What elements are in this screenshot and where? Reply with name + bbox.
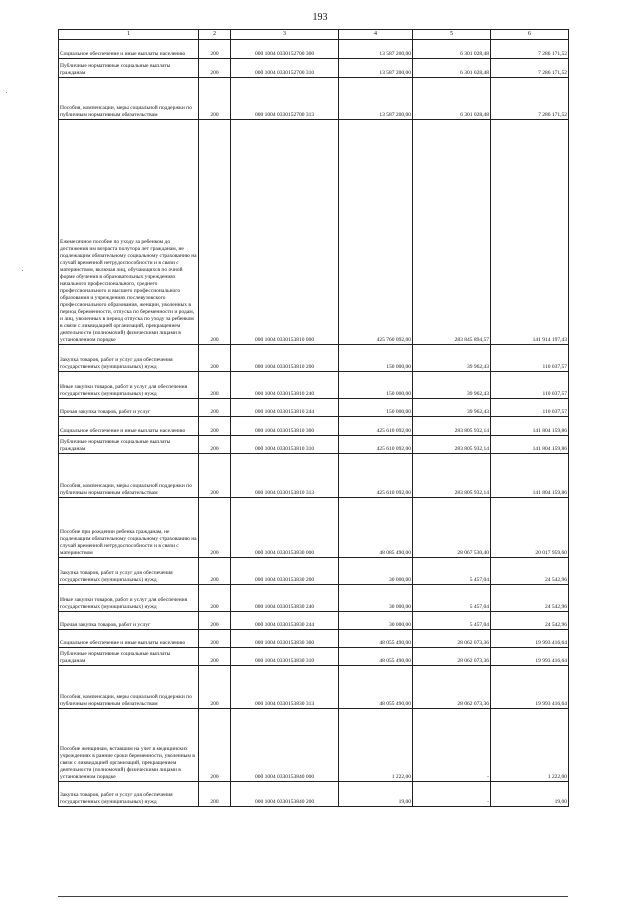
table-row <box>59 585 569 612</box>
header-cell: 2 <box>199 30 231 40</box>
table-row <box>59 372 569 399</box>
row-classification-code-cell: 000 1004 0330152700 300 <box>231 40 339 59</box>
row-approved-amount-cell: 30 000,00 <box>339 612 413 630</box>
row-code-cell: 200 <box>199 399 231 417</box>
row-classification-code-cell: 000 1004 0330153830 244 <box>231 612 339 630</box>
row-remaining-amount-cell: 19 993 416,64 <box>491 630 569 648</box>
row-code-cell: 200 <box>199 436 231 454</box>
row-approved-amount-cell: 150 000,00 <box>339 399 413 417</box>
row-remaining-amount-cell: 19 993 416,64 <box>491 666 569 709</box>
table-row <box>59 782 569 807</box>
row-executed-amount-cell: 28 062 073,36 <box>413 630 491 648</box>
row-code-cell: 200 <box>199 454 231 498</box>
row-approved-amount-cell: 150 000,00 <box>339 372 413 399</box>
row-name-cell: Пособия, компенсации, меры социальной поддержки по публичным нормативным обязательствам <box>59 666 199 709</box>
row-classification-code-cell: 000 1004 0330152700 313 <box>231 78 339 120</box>
row-name-cell: Иные закупки товаров, работ и услуг для обеспечения государственных (муниципальных) нужд <box>59 585 199 612</box>
row-approved-amount-cell: 30 000,00 <box>339 558 413 585</box>
table-row <box>59 345 569 372</box>
row-name-cell: Публичные нормативные социальные выплаты гражданам <box>59 436 199 454</box>
scan-artifact-mark <box>22 270 23 271</box>
table-row <box>59 436 569 454</box>
row-code-cell: 200 <box>199 782 231 807</box>
row-code-cell: 200 <box>199 417 231 436</box>
table-row <box>59 78 569 120</box>
row-remaining-amount-cell: 7 286 171,52 <box>491 78 569 120</box>
row-name-cell: Пособия, компенсации, меры социальной поддержки по публичным нормативным обязательствам <box>59 78 199 120</box>
row-code-cell: 200 <box>199 558 231 585</box>
row-name-cell: Пособия, компенсации, меры социальной поддержки по публичным нормативным обязательствам <box>59 454 199 498</box>
row-name-cell: Социальное обеспечение и иные выплаты населению <box>59 417 199 436</box>
row-executed-amount-cell: 5 457,04 <box>413 585 491 612</box>
header-cell: 6 <box>491 30 569 40</box>
row-classification-code-cell: 000 1004 0330152700 310 <box>231 59 339 78</box>
row-executed-amount-cell: 6 301 028,48 <box>413 40 491 59</box>
row-approved-amount-cell: 48 055 490,00 <box>339 648 413 666</box>
row-executed-amount-cell: - <box>413 709 491 782</box>
row-remaining-amount-cell: 1 222,00 <box>491 709 569 782</box>
row-code-cell: 200 <box>199 372 231 399</box>
header-cell: 5 <box>413 30 491 40</box>
row-name-cell: Прочая закупка товаров, работ и услуг <box>59 612 199 630</box>
table-row <box>59 630 569 648</box>
row-executed-amount-cell: 283 805 932,14 <box>413 454 491 498</box>
row-executed-amount-cell: 39 962,43 <box>413 372 491 399</box>
row-executed-amount-cell: 283 805 932,14 <box>413 417 491 436</box>
row-name-cell: Публичные нормативные социальные выплаты гражданам <box>59 648 199 666</box>
table-row <box>59 59 569 78</box>
row-remaining-amount-cell: 19,00 <box>491 782 569 807</box>
row-classification-code-cell: 000 1004 0330153830 313 <box>231 666 339 709</box>
row-executed-amount-cell: 283 805 932,14 <box>413 436 491 454</box>
row-approved-amount-cell: 30 000,00 <box>339 585 413 612</box>
row-name-cell: Закупка товаров, работ и услуг для обеспечения государственных (муниципальных) нужд <box>59 345 199 372</box>
scan-artifact-mark <box>6 92 7 93</box>
row-remaining-amount-cell: 20 017 959,60 <box>491 498 569 558</box>
row-classification-code-cell: 000 1004 0330153830 240 <box>231 585 339 612</box>
table-row <box>59 709 569 782</box>
row-name-cell: Прочая закупка товаров, работ и услуг <box>59 399 199 417</box>
row-executed-amount-cell: 39 962,43 <box>413 345 491 372</box>
row-classification-code-cell: 000 1004 0330153810 000 <box>231 120 339 345</box>
row-executed-amount-cell: 28 062 073,36 <box>413 648 491 666</box>
row-remaining-amount-cell: 110 037,57 <box>491 345 569 372</box>
table-row <box>59 454 569 498</box>
page-bottom-rule <box>58 896 568 897</box>
table-row <box>59 666 569 709</box>
row-code-cell: 200 <box>199 78 231 120</box>
row-classification-code-cell: 000 1004 0330153810 310 <box>231 436 339 454</box>
header-cell: 1 <box>59 30 199 40</box>
row-name-cell: Пособие при рождении ребенка гражданам, не подлежащим обязательному социальному страхованию на случай временной нетрудоспособности и в связи с материнством <box>59 498 199 558</box>
row-approved-amount-cell: 13 587 200,00 <box>339 40 413 59</box>
row-remaining-amount-cell: 141 804 159,86 <box>491 454 569 498</box>
row-executed-amount-cell: - <box>413 782 491 807</box>
header-cell: 4 <box>339 30 413 40</box>
table-row <box>59 417 569 436</box>
row-remaining-amount-cell: 24 542,96 <box>491 558 569 585</box>
table-row <box>59 612 569 630</box>
row-executed-amount-cell: 39 962,43 <box>413 399 491 417</box>
row-executed-amount-cell: 28 067 530,40 <box>413 498 491 558</box>
row-approved-amount-cell: 425 760 092,00 <box>339 120 413 345</box>
row-classification-code-cell: 000 1004 0330153810 244 <box>231 399 339 417</box>
row-approved-amount-cell: 13 587 200,00 <box>339 78 413 120</box>
row-classification-code-cell: 000 1004 0330153830 000 <box>231 498 339 558</box>
row-remaining-amount-cell: 141 914 197,43 <box>491 120 569 345</box>
row-name-cell: Пособие женщинам, вставшим на учет в медицинских учреждениях в ранние сроки беременности, уволенным в связи с ликвидацией организаций, прекращением деятельности (полномочий) физическими лицами в установленном порядке <box>59 709 199 782</box>
row-name-cell: Иные закупки товаров, работ и услуг для обеспечения государственных (муниципальных) нужд <box>59 372 199 399</box>
row-classification-code-cell: 000 1004 0330153810 200 <box>231 345 339 372</box>
header-cell: 3 <box>231 30 339 40</box>
row-remaining-amount-cell: 141 804 159,86 <box>491 417 569 436</box>
row-executed-amount-cell: 6 301 028,48 <box>413 78 491 120</box>
row-name-cell: Социальное обеспечение и иные выплаты населению <box>59 630 199 648</box>
row-code-cell: 200 <box>199 709 231 782</box>
row-approved-amount-cell: 425 610 092,00 <box>339 436 413 454</box>
row-code-cell: 200 <box>199 585 231 612</box>
row-classification-code-cell: 000 1004 0330153830 200 <box>231 558 339 585</box>
row-approved-amount-cell: 48 085 490,00 <box>339 498 413 558</box>
row-classification-code-cell: 000 1004 0330153810 313 <box>231 454 339 498</box>
row-code-cell: 200 <box>199 666 231 709</box>
row-classification-code-cell: 000 1004 0330153830 300 <box>231 630 339 648</box>
table-row <box>59 399 569 417</box>
row-remaining-amount-cell: 7 286 171,52 <box>491 40 569 59</box>
row-code-cell: 200 <box>199 345 231 372</box>
row-classification-code-cell: 000 1004 0330153810 300 <box>231 417 339 436</box>
row-code-cell: 200 <box>199 59 231 78</box>
row-approved-amount-cell: 425 610 092,00 <box>339 454 413 498</box>
row-approved-amount-cell: 150 000,00 <box>339 345 413 372</box>
row-executed-amount-cell: 283 845 894,57 <box>413 120 491 345</box>
row-executed-amount-cell: 6 301 028,48 <box>413 59 491 78</box>
row-approved-amount-cell: 48 055 490,00 <box>339 630 413 648</box>
row-approved-amount-cell: 1 222,00 <box>339 709 413 782</box>
row-code-cell: 200 <box>199 498 231 558</box>
row-code-cell: 200 <box>199 630 231 648</box>
row-classification-code-cell: 000 1004 0330153830 310 <box>231 648 339 666</box>
row-name-cell: Социальное обеспечение и иные выплаты населению <box>59 40 199 59</box>
row-executed-amount-cell: 5 457,04 <box>413 558 491 585</box>
row-approved-amount-cell: 425 610 092,00 <box>339 417 413 436</box>
row-classification-code-cell: 000 1004 0330153810 240 <box>231 372 339 399</box>
row-remaining-amount-cell: 7 286 171,52 <box>491 59 569 78</box>
row-name-cell: Закупка товаров, работ и услуг для обеспечения государственных (муниципальных) нужд <box>59 782 199 807</box>
row-classification-code-cell: 000 1004 0330153840 000 <box>231 709 339 782</box>
row-code-cell: 200 <box>199 40 231 59</box>
row-classification-code-cell: 000 1004 0330153840 200 <box>231 782 339 807</box>
budget-execution-table <box>58 29 569 807</box>
row-executed-amount-cell: 5 457,04 <box>413 612 491 630</box>
row-remaining-amount-cell: 24 542,96 <box>491 612 569 630</box>
table-row <box>59 648 569 666</box>
row-remaining-amount-cell: 19 993 416,64 <box>491 648 569 666</box>
row-executed-amount-cell: 28 062 073,36 <box>413 666 491 709</box>
row-name-cell: Публичные нормативные социальные выплаты гражданам <box>59 59 199 78</box>
row-name-cell: Ежемесячное пособие по уходу за ребенком до достижения им возраста полутора лет гражданам, не подлежащим обязательному социальному страхованию на случай временной нетрудоспособности и в связи с материнством, включая лиц, обучающихся по очной форме обучения в образовательных учреждениях начального профессионального, среднего профессионального и высшего профессионального образования и учреждениях послевузовского профессионального образования, женщин, уволенных в период беременности, отпуска по беременности и родам, и лиц, уволенных в период отпуска по уходу за ребенком в связи с ликвидацией организаций, прекращением деятельности (полномочий) физическими лицами в установленном порядке <box>59 120 199 345</box>
page-number: 193 <box>312 12 328 23</box>
table-row <box>59 558 569 585</box>
row-approved-amount-cell: 19,00 <box>339 782 413 807</box>
row-approved-amount-cell: 48 055 490,00 <box>339 666 413 709</box>
row-remaining-amount-cell: 110 037,57 <box>491 372 569 399</box>
row-remaining-amount-cell: 24 542,96 <box>491 585 569 612</box>
table-row <box>59 498 569 558</box>
table-row <box>59 40 569 59</box>
row-remaining-amount-cell: 110 037,57 <box>491 399 569 417</box>
row-approved-amount-cell: 13 587 200,00 <box>339 59 413 78</box>
row-name-cell: Закупка товаров, работ и услуг для обеспечения государственных (муниципальных) нужд <box>59 558 199 585</box>
table-row <box>59 120 569 345</box>
row-code-cell: 200 <box>199 648 231 666</box>
row-code-cell: 200 <box>199 120 231 345</box>
column-number-header-row <box>59 30 569 40</box>
row-remaining-amount-cell: 141 804 159,86 <box>491 436 569 454</box>
row-code-cell: 200 <box>199 612 231 630</box>
